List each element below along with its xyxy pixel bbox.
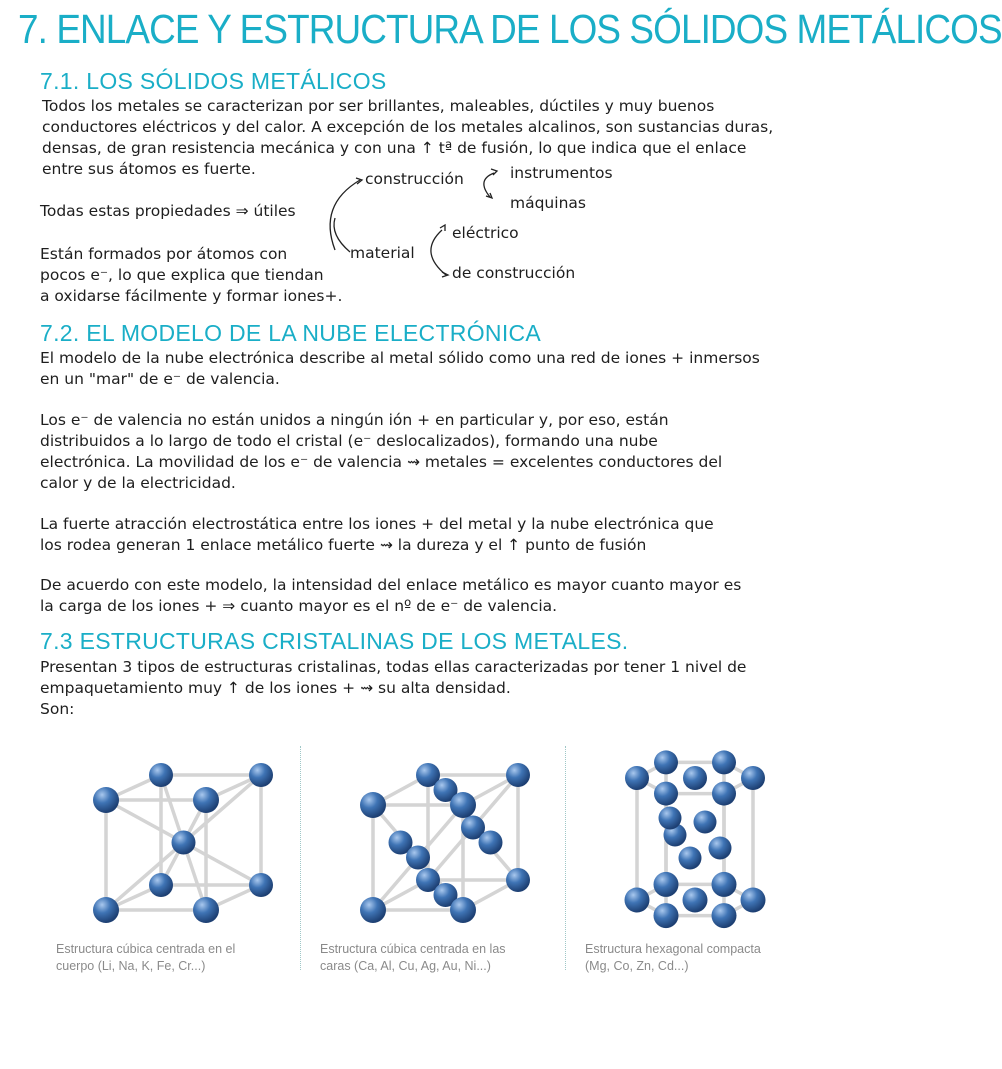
s2-paragraph-1 bbox=[40, 348, 760, 390]
s3-paragraph bbox=[40, 657, 746, 720]
text-line: entre sus átomos es fuerte. bbox=[42, 160, 256, 178]
text-line: Son: bbox=[40, 700, 75, 718]
atom bbox=[709, 837, 732, 860]
atom bbox=[712, 872, 737, 897]
lattice-rod bbox=[106, 843, 184, 911]
atom bbox=[654, 872, 679, 897]
atom bbox=[149, 763, 173, 787]
caption-hcp bbox=[585, 941, 761, 975]
fcc-structure-illustration bbox=[345, 750, 545, 940]
bcc-structure-illustration bbox=[78, 750, 278, 940]
hcp-structure-illustration bbox=[610, 740, 780, 940]
atom bbox=[249, 763, 273, 787]
caption-line: cuerpo (Li, Na, K, Fe, Cr...) bbox=[56, 959, 206, 973]
text-line: empaquetamiento muy ↑ de los iones + ⇝ su alta densidad. bbox=[40, 679, 511, 697]
diagram-material: material bbox=[350, 244, 415, 262]
atom bbox=[654, 750, 678, 774]
diagram-construccion: construcción bbox=[365, 170, 464, 188]
atom bbox=[654, 903, 679, 928]
atom bbox=[741, 766, 765, 790]
text-line: en un "mar" de e⁻ de valencia. bbox=[40, 370, 280, 388]
atom bbox=[479, 831, 503, 855]
diagram-electrico: eléctrico bbox=[452, 224, 519, 242]
text-line: distribuidos a lo largo de todo el cristal (e⁻ deslocalizados), formando una nube bbox=[40, 432, 658, 450]
section-heading-7-3: 7.3 ESTRUCTURAS CRISTALINAS DE LOS METALES. bbox=[40, 628, 629, 654]
text-line: conductores eléctricos y del calor. A excepción de los metales alcalinos, son sustancias duras, bbox=[42, 118, 774, 136]
atom bbox=[741, 888, 766, 913]
text-line: Presentan 3 tipos de estructuras cristalinas, todas ellas caracterizadas por tener 1 nivel de bbox=[40, 658, 747, 676]
atom bbox=[172, 831, 196, 855]
atom bbox=[683, 888, 708, 913]
atom bbox=[93, 787, 119, 813]
caption-bcc bbox=[56, 941, 235, 975]
caption-line: Estructura cúbica centrada en el bbox=[56, 942, 236, 956]
atom bbox=[450, 792, 476, 818]
atom bbox=[712, 750, 736, 774]
text-line: Los e⁻ de valencia no están unidos a ningún ión + en particular y, por eso, están bbox=[40, 411, 669, 429]
page-title: 7. ENLACE Y ESTRUCTURA DE LOS SÓLIDOS METÁLICOS bbox=[18, 6, 1002, 52]
caption-fcc bbox=[320, 941, 506, 975]
text-line: electrónica. La movilidad de los e⁻ de valencia ⇝ metales = excelentes conductores del bbox=[40, 453, 723, 471]
atom bbox=[360, 897, 386, 923]
caption-line: (Mg, Co, Zn, Cd...) bbox=[585, 959, 689, 973]
caption-line: caras (Ca, Al, Cu, Ag, Au, Ni...) bbox=[320, 959, 491, 973]
text-line: calor y de la electricidad. bbox=[40, 474, 236, 492]
atom bbox=[654, 782, 678, 806]
properties-line: Todas estas propiedades ⇒ útiles bbox=[40, 202, 296, 220]
text-line: Todos los metales se caracterizan por ser brillantes, maleables, dúctiles y muy buenos bbox=[42, 97, 715, 115]
atom bbox=[93, 897, 119, 923]
s2-paragraph-2 bbox=[40, 410, 722, 494]
diagram-de-construccion: de construcción bbox=[452, 264, 576, 282]
text-line: los rodea generan 1 enlace metálico fuerte ⇝ la dureza y el ↑ punto de fusión bbox=[40, 536, 647, 554]
text-line: Están formados por átomos con bbox=[40, 245, 288, 263]
section-heading-7-2: 7.2. EL MODELO DE LA NUBE ELECTRÓNICA bbox=[40, 320, 542, 346]
atom bbox=[450, 897, 476, 923]
text-line: La fuerte atracción electrostática entre los iones + del metal y la nube electrónica que bbox=[40, 515, 714, 533]
caption-line: Estructura hexagonal compacta bbox=[585, 942, 761, 956]
formed-paragraph bbox=[40, 244, 342, 307]
s2-paragraph-3 bbox=[40, 514, 714, 556]
atom bbox=[193, 787, 219, 813]
diagram-maquinas: máquinas bbox=[510, 194, 586, 212]
atom bbox=[712, 782, 736, 806]
s2-paragraph-4 bbox=[40, 575, 741, 617]
atom bbox=[360, 792, 386, 818]
atom bbox=[625, 766, 649, 790]
atom bbox=[506, 763, 530, 787]
atom bbox=[712, 903, 737, 928]
atom bbox=[249, 873, 273, 897]
lattice-rod bbox=[184, 775, 262, 843]
atom bbox=[679, 847, 702, 870]
column-divider bbox=[565, 746, 566, 970]
atom bbox=[149, 873, 173, 897]
text-line: De acuerdo con este modelo, la intensidad del enlace metálico es mayor cuanto mayor es bbox=[40, 576, 742, 594]
section-heading-7-1: 7.1. LOS SÓLIDOS METÁLICOS bbox=[40, 68, 387, 94]
atom bbox=[659, 807, 682, 830]
atom bbox=[683, 766, 707, 790]
atom bbox=[506, 868, 530, 892]
text-line: El modelo de la nube electrónica describe al metal sólido como una red de iones + inmersos bbox=[40, 349, 760, 367]
atom bbox=[694, 811, 717, 834]
atom bbox=[406, 846, 430, 870]
column-divider bbox=[300, 746, 301, 970]
text-line: a oxidarse fácilmente y formar iones+. bbox=[40, 287, 343, 305]
caption-line: Estructura cúbica centrada en las bbox=[320, 942, 506, 956]
text-line: pocos e⁻, lo que explica que tiendan bbox=[40, 266, 324, 284]
text-line: densas, de gran resistencia mecánica y con una ↑ tª de fusión, lo que indica que el enlace bbox=[42, 139, 747, 157]
diagram-instrumentos: instrumentos bbox=[510, 164, 613, 182]
atom bbox=[625, 888, 650, 913]
text-line: la carga de los iones + ⇒ cuanto mayor es el nº de e⁻ de valencia. bbox=[40, 597, 558, 615]
atom bbox=[193, 897, 219, 923]
